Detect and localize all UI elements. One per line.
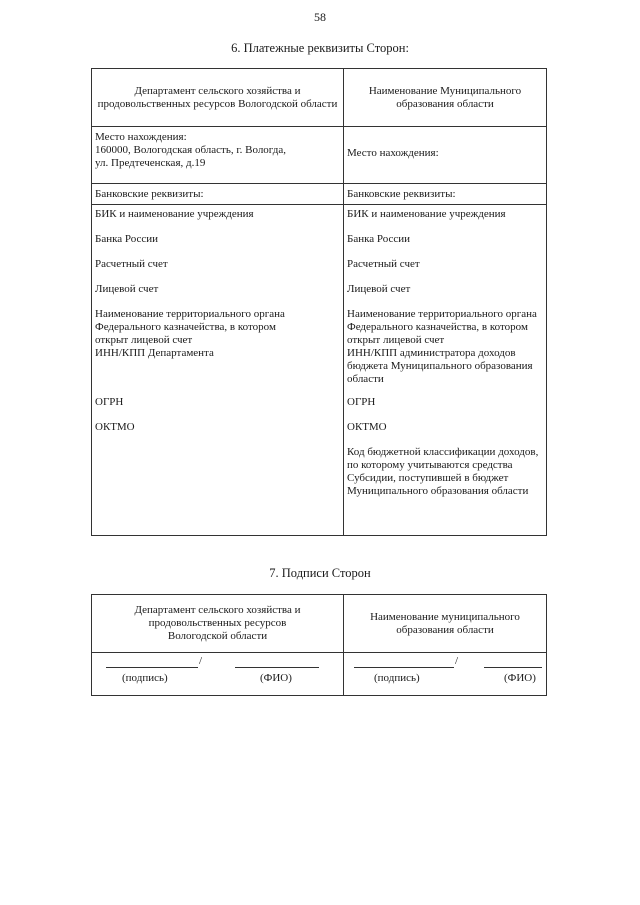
header-line: образования области <box>396 623 494 636</box>
inn-kpp-line: ИНН/КПП Департамента <box>95 347 214 359</box>
left-party-header: Департамент сельского хозяйства и продовольственных ресурсов Вологодской области <box>92 69 344 127</box>
kbk-line: по которому учитываются средства <box>347 459 513 471</box>
personal-account-label: Лицевой счет <box>95 283 159 295</box>
slash: / <box>455 655 459 667</box>
account-label: Расчетный счет <box>347 258 420 270</box>
slash: / <box>199 655 203 667</box>
inn-kpp-line: ИНН/КПП администратора доходов <box>347 347 516 359</box>
kbk-line: Субсидии, поступившей в бюджет <box>347 472 509 484</box>
right-signature-cell <box>344 653 547 696</box>
name-line <box>484 667 542 668</box>
treasury-line: Федерального казначейства, в котором <box>95 321 276 333</box>
kbk-line: Код бюджетной классификации доходов, <box>347 446 539 458</box>
left-location-line: 160000, Вологодская область, г. Вологда, <box>95 144 286 156</box>
payment-details-table <box>91 68 547 536</box>
left-location-cell <box>92 127 344 184</box>
treasury-line: открыт лицевой счет <box>95 334 193 346</box>
right-party-header: Наименование Муниципального образования области <box>344 69 547 127</box>
treasury-line: Федерального казначейства, в котором <box>347 321 528 333</box>
treasury-line: Наименование территориального органа <box>95 308 285 320</box>
header-line: Вологодской области <box>167 630 268 642</box>
right-location-cell: Место нахождения: <box>344 127 547 184</box>
left-location-line: Место нахождения: <box>95 131 187 143</box>
account-label: Расчетный счет <box>95 258 168 270</box>
right-signatory-header <box>344 595 547 653</box>
left-location-line: ул. Предтеченская, д.19 <box>95 157 206 169</box>
header-line: Наименование муниципального <box>370 610 520 623</box>
section-7-title: 7. Подписи Сторон <box>269 566 371 580</box>
kbk-line: Муниципального образования области <box>347 485 529 497</box>
signatures-table <box>91 594 547 696</box>
right-bank-details <box>344 205 547 536</box>
name-caption: (ФИО) <box>260 672 292 684</box>
name-caption: (ФИО) <box>504 672 536 684</box>
personal-account-label: Лицевой счет <box>347 283 411 295</box>
right-bank-label: Банковские реквизиты: <box>344 184 547 205</box>
signature-caption: (подпись) <box>374 672 420 684</box>
section-6-title: 6. Платежные реквизиты Сторон: <box>231 41 409 55</box>
signature-line <box>106 667 198 668</box>
bank-label: Банка России <box>95 233 159 245</box>
signature-line <box>354 667 454 668</box>
oktmo-label: ОКТМО <box>347 421 387 433</box>
left-bank-label: Банковские реквизиты: <box>92 184 344 205</box>
left-bank-details <box>92 205 344 536</box>
name-line <box>235 667 319 668</box>
treasury-line: открыт лицевой счет <box>347 334 445 346</box>
ogrn-label: ОГРН <box>95 396 124 408</box>
signature-caption: (подпись) <box>122 672 168 684</box>
header-line: Департамент сельского хозяйства и <box>134 604 301 616</box>
inn-kpp-line: области <box>347 373 384 385</box>
treasury-line: Наименование территориального органа <box>347 308 537 320</box>
bank-label: Банка России <box>347 233 411 245</box>
page-number: 58 <box>314 10 326 24</box>
bik-label: БИК и наименование учреждения <box>95 208 254 220</box>
header-line: продовольственных ресурсов <box>148 617 287 629</box>
oktmo-label: ОКТМО <box>95 421 135 433</box>
bik-label: БИК и наименование учреждения <box>347 208 506 220</box>
left-signature-cell <box>92 653 344 696</box>
left-signatory-header <box>92 595 344 653</box>
ogrn-label: ОГРН <box>347 396 376 408</box>
inn-kpp-line: бюджета Муниципального образования <box>347 360 533 372</box>
